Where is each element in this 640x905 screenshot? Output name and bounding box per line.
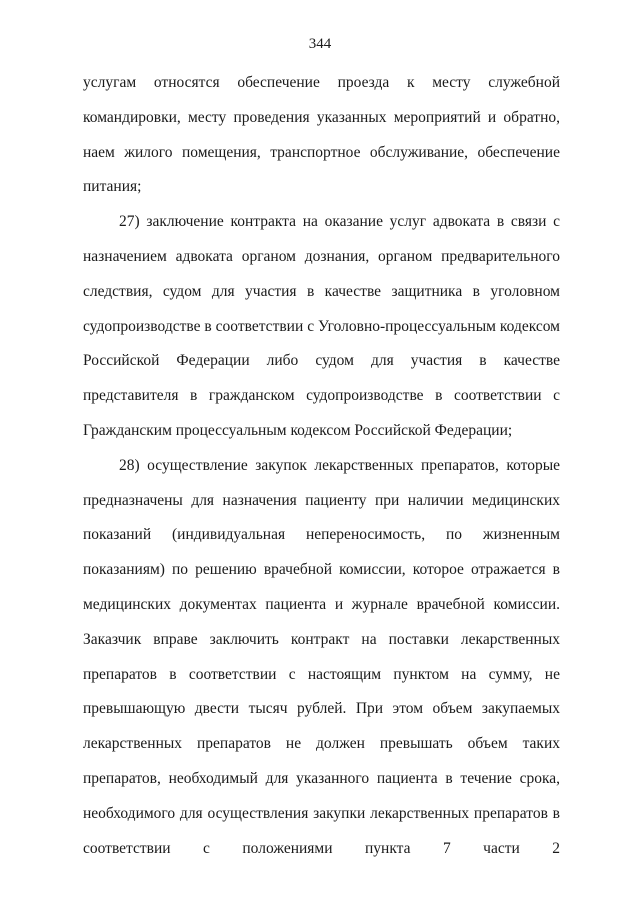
- document-body: [83, 66, 560, 866]
- paragraph-item-27: 27) заключение контракта на оказание услуг адвоката в связи с назначением адвоката органом дознания, органом предварительного следствия, судом для участия в качестве защитника в уголовном судопроизводстве в соответствии с Уголовно-процессуальным кодексом Российской Федерации либо судом для участия в качестве представителя в гражданском судопроизводстве в соответствии с Гражданским процессуальным кодексом Российской Федерации;: [83, 213, 560, 439]
- paragraph-continuation: услугам относятся обеспечение проезда к месту служебной командировки, месту проведения указанных мероприятий и обратно, наем жилого помещения, транспортное обслуживание, обеспечение питания;: [83, 74, 560, 196]
- paragraph-item-28: 28) осуществление закупок лекарственных препаратов, которые предназначены для назначения пациенту при наличии медицинских показаний (индивидуальная непереносимость, по жизненным показаниям) по решению врачебной комиссии, которое отражается в медицинских документах пациента и журнале врачебной комиссии. Заказчик вправе заключить контракт на поставки лекарственных препаратов в соответствии с настоящим пунктом на сумму, не превышающую двести тысяч рублей. При этом объем закупаемых лекарственных препаратов не должен превышать объем таких препаратов, необходимый для указанного пациента в течение срока, необходимого для осуществления закупки лекарственных препаратов в соответствии с положениями пункта 7 части 2: [83, 456, 560, 857]
- page-number: 344: [308, 36, 332, 52]
